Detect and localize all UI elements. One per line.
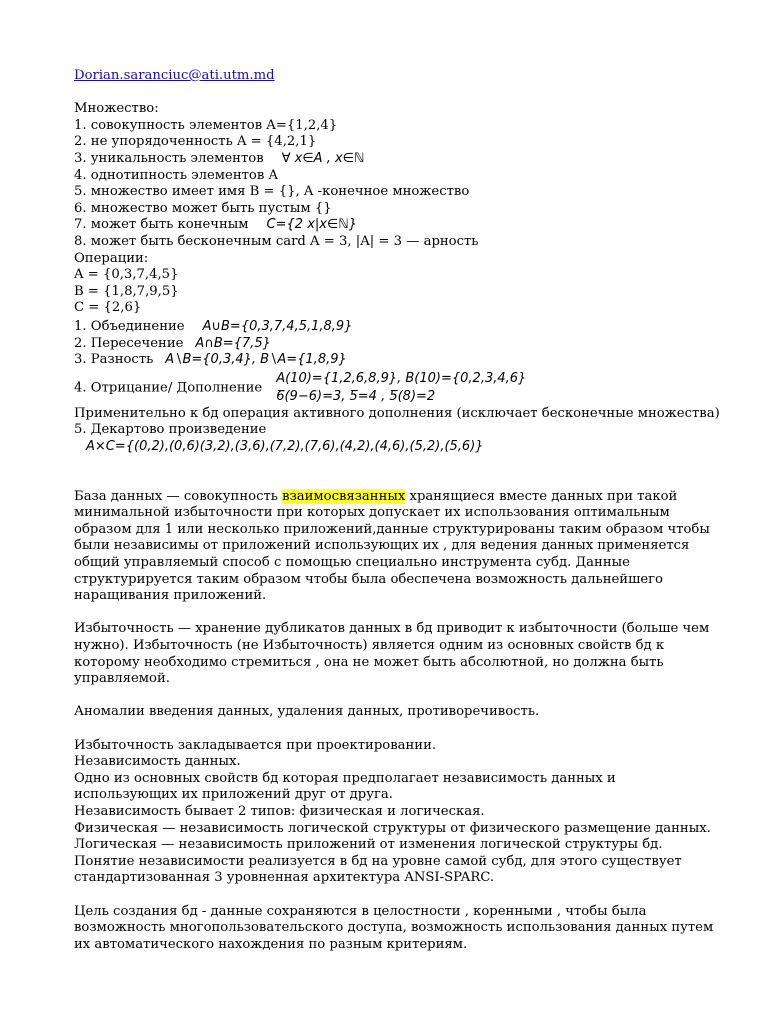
set-item: 8. может быть бесконечным card A = 3, |A| = 3 — арность [74, 233, 479, 249]
text-line: Избыточность закладывается при проектировании. [74, 737, 437, 753]
set-definition: A = {0,3,7,4,5} [74, 267, 179, 283]
negation-item [74, 370, 714, 406]
set-item: 5. множество имеет имя B = {}, A -конечное множество [74, 184, 470, 200]
text-line: Независимость бывает 2 типов: физическая и логическая. [74, 803, 485, 819]
text-line: Одно из основных свойств бд которая предполагает независимость данных и использующих их приложений друг от друга. [74, 770, 616, 803]
set-item: 7. может быть конечным C={2 x|x∈ℕ} [74, 217, 357, 233]
math-formula: A∪B={0,3,7,4,5,1,8,9} [202, 318, 353, 334]
operation-item: 2. Пересечение A∩B={7,5} [74, 335, 271, 351]
cartesian-formula-line [74, 439, 714, 456]
set-properties-list [74, 118, 714, 251]
set-title: Множество: [74, 101, 159, 117]
operation-item: 3. Разность A∖B={0,3,4}, B∖A={1,8,9} [74, 352, 347, 368]
text-line: Физическая — независимость логической структуры от физического размещение данных. [74, 820, 711, 836]
highlighted-word: взаимосвязанных [282, 488, 406, 504]
active-complement-note: Применительно к бд операция активного дополнения (исключает бесконечные множества) [74, 405, 720, 421]
negation-label: 4. Отрицание/ Дополнение [74, 380, 263, 396]
text-line: Понятие независимости реализуется в бд на уровне самой субд, для этого существует стандартизованная 3 уровненная архитектура ANSI-SPARC. [74, 853, 682, 886]
negation-formulas [276, 370, 526, 406]
email-line [74, 68, 714, 85]
math-formula: A∖B={0,3,4}, B∖A={1,8,9} [165, 352, 347, 368]
spacer [74, 887, 714, 904]
math-formula: 6̅(9−6)=3, 5̅=4 , 5̅(8)=2 [276, 388, 436, 404]
set-item: 4. однотипность элементов A [74, 167, 279, 183]
database-definition-paragraph: База данных — совокупность взаимосвязанных хранящиеся вместе данных при такой минимальной избыточности при которых допускает их использования оптимальным образом для 1 или несколько приложений,данные структурированы таким образом чтобы были независимы от приложений использующих их , для ведения данных применяется общий управляемый способ с помощью специально инструмента субд. Данные структурируется таким образом чтобы была обеспечена возможность дальнейшего наращивания приложений. [74, 488, 710, 604]
cartesian-label: 5. Декартово произведение [74, 422, 267, 438]
goal-paragraph: Цель создания бд - данные сохраняются в целостности , коренными , чтобы была возможность многопользовательского доступа, возможность использования данных путем их автоматического нахождения по разным критериям. [74, 903, 714, 952]
set-item: 1. совокупность элементов A={1,2,4} [74, 117, 338, 133]
email-link[interactable]: Dorian.saranciuc@ati.utm.md [74, 68, 275, 83]
spacer [74, 455, 714, 472]
set-definition: B = {1,8,7,9,5} [74, 283, 179, 299]
math-formula: ∀ x∈A , x∈ℕ [281, 150, 365, 166]
text-line: Логическая — независимость приложений от изменения логической структуры бд. [74, 837, 663, 853]
spacer [74, 688, 714, 705]
operations-title: Операции: [74, 250, 149, 266]
operation-item: 1. Объединение A∪B={0,3,7,4,5,1,8,9} [74, 318, 353, 334]
independence-section [74, 738, 714, 887]
spacer [74, 721, 714, 738]
math-formula: A(10)={1,2,6,8,9}, B(10)={0,2,3,4,6} [276, 370, 527, 386]
spacer [74, 472, 714, 489]
spacer [74, 605, 714, 622]
set-item: 2. не упорядоченность A = {4,2,1} [74, 134, 317, 150]
anomalies-line: Аномалии введения данных, удаления данных, противоречивость. [74, 704, 540, 720]
set-item: 6. множество может быть пустым {} [74, 200, 332, 216]
text-line: Независимость данных. [74, 754, 241, 770]
document-page [74, 68, 720, 953]
math-formula: A∩B={7,5} [195, 335, 271, 351]
math-formula: A×C={(0,2),(0,6)(3,2),(3,6),(7,2),(7,6),(4,2),(4,6),(5,2),(5,6)} [86, 438, 484, 454]
set-definition: C = {2,6} [74, 300, 142, 316]
math-formula: C={2 x|x∈ℕ} [266, 217, 357, 233]
set-item: 3. уникальность элементов ∀ x∈A , x∈ℕ [74, 150, 365, 166]
redundancy-paragraph: Избыточность — хранение дубликатов данных в бд приводит к избыточности (больше чем нужно). Избыточность (не Избыточность) является одним из основных свойств бд к которому необходимо стремиться , она не может быть абсолютной, но должна быть управляемой. [74, 621, 710, 687]
spacer [74, 85, 714, 102]
